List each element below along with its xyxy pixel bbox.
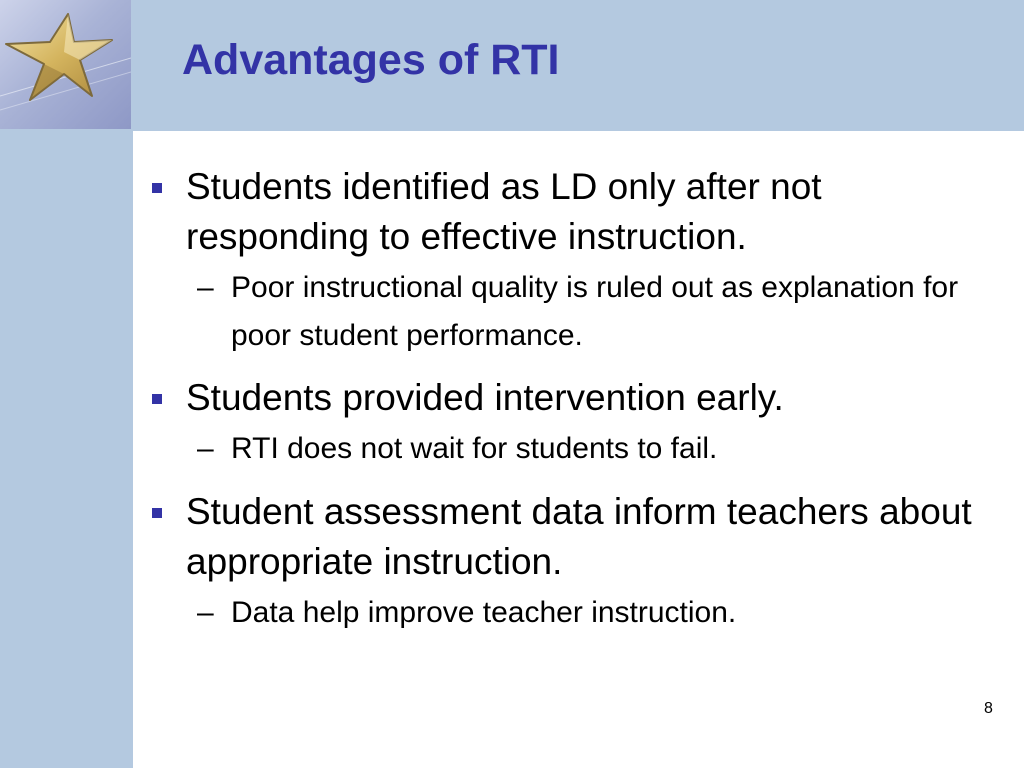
- star-icon: [0, 0, 131, 129]
- bullet-square-icon: [152, 508, 162, 518]
- bullet-text: Students provided intervention early.: [186, 377, 784, 418]
- dash-marker: –: [197, 596, 214, 629]
- dash-marker: –: [197, 432, 214, 465]
- bullet-square-icon: [152, 394, 162, 404]
- bullet-square-icon: [152, 183, 162, 193]
- sub-bullet-text: Poor instructional quality is ruled out as explanation for poor student performance.: [231, 271, 959, 352]
- sub-bullet-text: RTI does not wait for students to fail.: [231, 432, 718, 465]
- slide-title: Advantages of RTI: [182, 36, 560, 84]
- dash-marker: –: [197, 271, 214, 304]
- sub-bullet-text: Data help improve teacher instruction.: [231, 596, 737, 629]
- bullet-list: [148, 162, 978, 637]
- slide-number: 8: [984, 700, 993, 717]
- bullet-text: Students identified as LD only after not responding to effective instruction.: [186, 166, 822, 257]
- sub-bullet-item: [148, 264, 978, 360]
- bullet-item: [148, 487, 978, 587]
- bullet-item: [148, 373, 978, 423]
- sub-bullet-item: [148, 425, 978, 473]
- logo-tile: [0, 0, 131, 129]
- bullet-text: Student assessment data inform teachers about appropriate instruction.: [186, 491, 972, 582]
- bullet-item: [148, 162, 978, 262]
- sub-bullet-item: [148, 589, 978, 637]
